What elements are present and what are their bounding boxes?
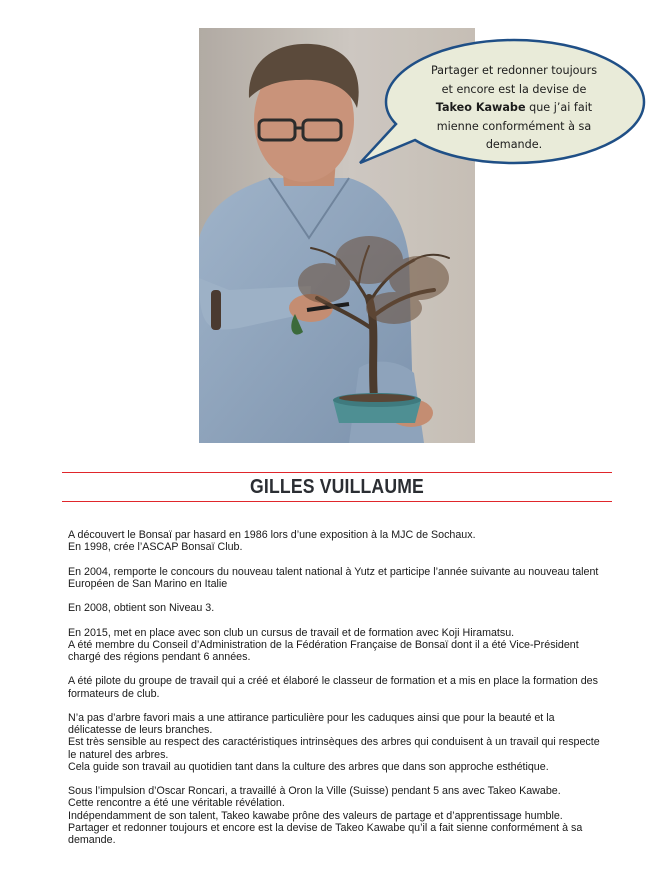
paragraph-line: Partager et redonner toujours et encore est la devise de Takeo Kawabe qu’il a fait sienne conformément à sa (68, 821, 583, 834)
page-title: GILLES VUILLAUME (250, 476, 424, 498)
speech-bubble (382, 36, 644, 162)
paragraph-line: le naturel des arbres. (68, 748, 169, 761)
bubble-name: Takeo Kawabe (435, 101, 526, 114)
paragraph (68, 712, 608, 773)
paragraph (68, 675, 608, 699)
bubble-line: Partager et redonner toujours (430, 64, 598, 77)
paragraph-line: En 1998, crée l’ASCAP Bonsaï Club. (68, 541, 243, 554)
paragraph-line: Cela guide son travail au quotidien tant dans la culture des arbres que dans son approche esthétique. (68, 760, 549, 773)
paragraph (68, 602, 608, 614)
paragraph-line: Est très sensible au respect des caractéristiques intrinsèques des arbres qui conduisent à un travail qui respecte (68, 736, 600, 749)
title-rule-top (62, 472, 612, 473)
paragraph-line: En 2015, met en place avec son club un cursus de travail et de formation avec Koji Hiramatsu. (68, 626, 515, 639)
paragraph-line: Européen de San Marino en Italie (68, 577, 228, 590)
title-rule-bottom (62, 501, 612, 502)
paragraph-line: En 2008, obtient son Niveau 3. (68, 602, 215, 615)
bubble-line-rest: que j’ai fait (525, 101, 593, 114)
paragraph-line: Cette rencontre a été une véritable révélation. (68, 797, 285, 810)
paragraph-line: En 2004, remporte le concours du nouveau talent national à Yutz et participe l’année suivante au nouveau talent (68, 565, 599, 578)
paragraph-line: délicatesse de leurs branches. (68, 724, 213, 737)
bubble-line (416, 99, 612, 118)
bubble-line: mienne conformément à sa (436, 119, 592, 133)
paragraph (68, 529, 608, 553)
bubble-quote (416, 62, 612, 155)
bubble-line: demande. (485, 138, 543, 151)
bubble-line: et encore est la devise de (441, 82, 587, 96)
paragraph-line: Indépendamment de son talent, Takeo kawabe prône des valeurs de partage et d’apprentissage humble. (68, 809, 563, 822)
paragraph-line: A été membre du Conseil d’Administration de la Fédération Française de Bonsaï dont il a été Vice-Président (68, 638, 579, 651)
biography-text (68, 529, 608, 858)
paragraph-line: formateurs de club. (68, 687, 160, 700)
paragraph-line: A découvert le Bonsaï par hasard en 1986 lors d’une exposition à la MJC de Sochaux. (68, 529, 476, 541)
paragraph-line: N’a pas d’arbre favori mais a une attirance particulière pour les caduques ainsi que pour la beauté et la (68, 711, 555, 724)
paragraph-line: Sous l’impulsion d’Oscar Roncari, a travaillé à Oron la Ville (Suisse) pendant 5 ans avec Takeo Kawabe. (68, 785, 561, 798)
paragraph (68, 627, 608, 664)
paragraph (68, 566, 608, 590)
paragraph-line: chargé des régions pendant 6 années. (68, 650, 251, 663)
paragraph (68, 785, 608, 846)
paragraph-line: A été pilote du groupe de travail qui a créé et élaboré le classeur de formation et a mis en place la formation des (68, 675, 598, 688)
paragraph-line: demande. (68, 833, 116, 846)
